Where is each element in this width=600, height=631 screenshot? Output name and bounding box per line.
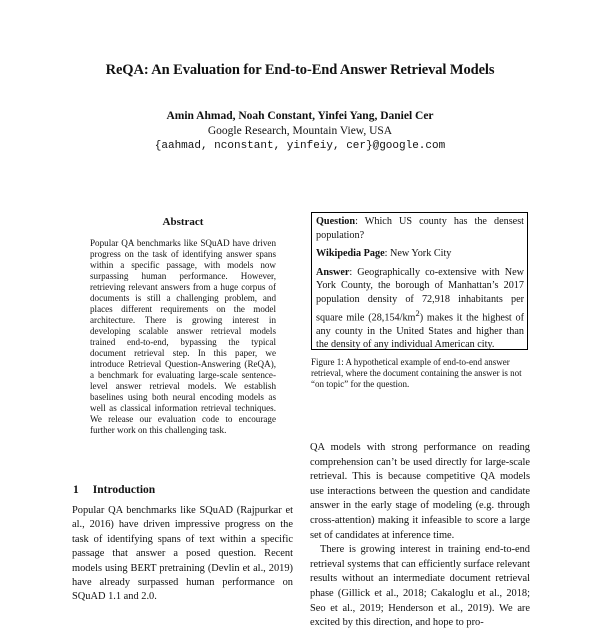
- abstract-heading: Abstract: [162, 216, 204, 228]
- abstract-body: Popular QA benchmarks like SQuAD have driven progress on the task of identifying answer spans within a specific passage, with models now surpassing human performance. However, retrieving relevant answers from a huge corpus of documents is still a challenging problem, and places different requirements on the model architecture. There is growing interest in developing scalable answer retrieval models trained end-to-end, bypassing the typical document retrieval step. In this paper, we introduce Retrieval Question-Answering (ReQA), a benchmark for evaluating large-scale sentence-level answer retrieval models. We establish baselines using both neural encoding models as well as classical information retrieval techniques. We release our evaluation code to encourage further work on this challenging task.: [90, 238, 276, 435]
- figure-answer: [316, 266, 524, 352]
- figure-question: [316, 215, 524, 242]
- page-label: Wikipedia Page: [316, 248, 385, 260]
- page-text: : New York City: [384, 248, 452, 260]
- right-column-body: [310, 441, 530, 631]
- section-heading-introduction: [73, 484, 155, 496]
- section-number: 1: [73, 484, 79, 496]
- paper-authors: Amin Ahmad, Noah Constant, Yinfei Yang, Daniel Cer: [166, 110, 434, 122]
- figure-example-box: [311, 212, 528, 350]
- figure-caption: Figure 1: A hypothetical example of end-to-end answer retrieval, where the document containing the answer is not “on topic” for the question.: [311, 357, 522, 389]
- answer-text: : Geographically co-extensive with New York County, the borough of Manhattan’s 2017 population density of 72,918 inhabitants per square mile (28,154/km: [316, 266, 524, 323]
- paper-affiliation: Google Research, Mountain View, USA: [207, 125, 393, 137]
- section-title: Introduction: [92, 484, 156, 496]
- figure-page: [316, 247, 524, 261]
- paragraph: QA models with strong performance on reading comprehension can’t be used directly for large-scale retrieval. This is because competitive QA models use interactions between the question and candidate answer in the early stage of modeling (e.g. through cross-attention) making it infeasible to score a large set of candidates at inference time.: [310, 442, 530, 541]
- paper-title: ReQA: An Evaluation for End-to-End Answer Retrieval Models: [105, 62, 495, 78]
- answer-superscript: 2: [415, 307, 420, 318]
- introduction-body: Popular QA benchmarks like SQuAD (Rajpurkar et al., 2016) have driven impressive progress on the task of identifying spans of text within a specific passage that answer a posed question. Recent models using BERT pretraining (Devlin et al., 2019) have already surpassed human performance on SQuAD 1.1 and 2.0.: [72, 505, 293, 603]
- question-text: : Which US county has the densest population?: [316, 216, 524, 241]
- question-label: Question: [316, 216, 356, 227]
- paragraph: There is growing interest in training end-to-end retrieval systems that can efficiently surface relevant results without an intermediate document retrieval phase (Gillick et al., 2018; Cakaloglu et al., 2018; Seo et al., 2019; Henderson et al., 2019). We are excited by this direction, and hope to pro-: [310, 544, 530, 629]
- answer-label: Answer: [316, 266, 350, 278]
- answer-text-continued: ) makes it the highest of any county in the United States and higher than the density of any individual American city.: [316, 311, 524, 351]
- paper-email: {aahmad, nconstant, yinfeiy, cer}@google.com: [154, 140, 446, 152]
